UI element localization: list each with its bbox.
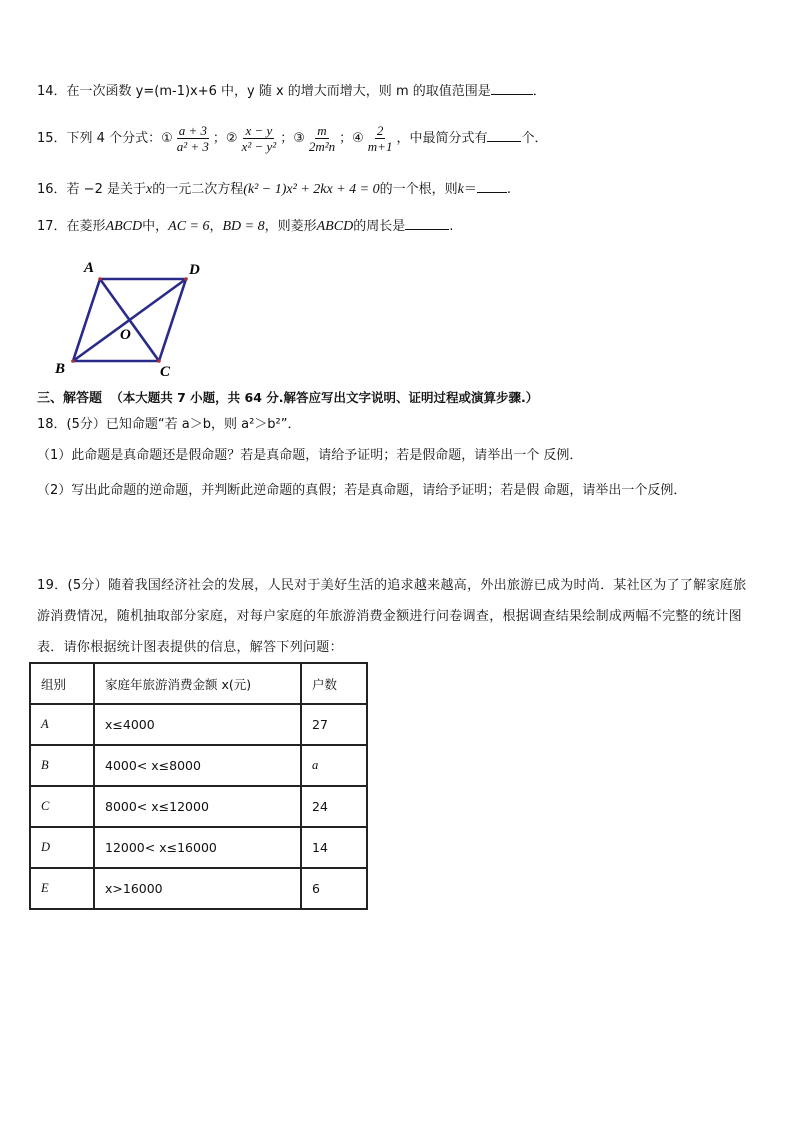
table-cell: B bbox=[30, 745, 94, 786]
question-number: 14． bbox=[37, 84, 67, 99]
option-marker: ；② bbox=[212, 131, 238, 146]
question-text: 的一元二次方程 bbox=[152, 182, 244, 197]
question-text: 在菱形 bbox=[66, 219, 106, 234]
table-header-row bbox=[30, 663, 367, 704]
question-text: 在一次函数 y=(m-1)x+6 中，y 随 x 的增大而增大，则 m 的取值范围是 bbox=[66, 84, 491, 99]
denominator: m+1 bbox=[367, 139, 393, 154]
numerator: a + 3 bbox=[178, 123, 207, 138]
table-cell: A bbox=[30, 704, 94, 745]
option-marker: ；④ bbox=[339, 131, 364, 146]
punctuation: 个． bbox=[521, 131, 548, 146]
question-number: 16． bbox=[37, 182, 67, 197]
table-row bbox=[30, 745, 367, 786]
header-group: 组别 bbox=[30, 663, 94, 704]
punctuation: . bbox=[449, 219, 454, 234]
question-text: 下列 4 个分式： bbox=[66, 131, 162, 146]
vertex-b bbox=[71, 359, 75, 363]
table-cell: 27 bbox=[301, 704, 367, 745]
fraction-1 bbox=[175, 123, 211, 154]
question-16 bbox=[37, 180, 511, 200]
question-17 bbox=[37, 217, 453, 237]
section-title: 三、解答题 bbox=[37, 391, 103, 406]
table-row bbox=[30, 786, 367, 827]
numerator: 2 bbox=[376, 123, 384, 138]
vertex-d bbox=[184, 277, 188, 281]
option-marker: ；③ bbox=[280, 131, 305, 146]
table-cell: 24 bbox=[301, 786, 367, 827]
table-cell: x≤4000 bbox=[94, 704, 301, 745]
answer-blank bbox=[487, 129, 521, 142]
vertex-c bbox=[157, 359, 161, 363]
label-a: A bbox=[84, 260, 95, 276]
answer-blank bbox=[477, 180, 507, 193]
question-number: 17． bbox=[37, 219, 67, 234]
section-heading bbox=[37, 388, 538, 409]
shape-name: ABCD bbox=[105, 219, 143, 234]
fraction-2 bbox=[240, 123, 279, 154]
table-cell: 8000< x≤12000 bbox=[94, 786, 301, 827]
fraction-4 bbox=[366, 123, 395, 154]
punctuation: ． bbox=[532, 84, 546, 99]
given-ac: AC = 6 bbox=[168, 219, 210, 234]
table-row bbox=[30, 827, 367, 868]
answer-blank bbox=[491, 82, 533, 95]
table-row bbox=[30, 868, 367, 909]
label-d: D bbox=[189, 262, 200, 278]
table-cell: D bbox=[30, 827, 94, 868]
question-text: 的周长是 bbox=[353, 219, 406, 234]
question-text: ，中最简分式有 bbox=[396, 131, 488, 146]
rhombus-figure bbox=[48, 255, 218, 377]
numerator: m bbox=[317, 123, 327, 138]
table-cell: 4000< x≤8000 bbox=[94, 745, 301, 786]
question-text: 若 −2 是关于 bbox=[66, 182, 146, 197]
diagonal-bd bbox=[73, 279, 186, 361]
punctuation: ， bbox=[209, 219, 223, 234]
denominator: a² + 3 bbox=[176, 139, 209, 154]
consumption-table bbox=[29, 662, 368, 910]
table-cell: 12000< x≤16000 bbox=[94, 827, 301, 868]
option-marker: ① bbox=[161, 131, 173, 146]
variable: x bbox=[145, 182, 153, 197]
vertex-a bbox=[98, 277, 102, 281]
table-cell: 14 bbox=[301, 827, 367, 868]
fraction-3 bbox=[307, 123, 337, 154]
question-14 bbox=[37, 82, 546, 102]
equation: (k² − 1)x² + 2kx + 4 = 0 bbox=[243, 182, 380, 197]
given-bd: BD = 8 bbox=[222, 219, 265, 234]
label-c: C bbox=[160, 364, 171, 377]
equals-sign: ＝ bbox=[463, 182, 477, 197]
table-cell: C bbox=[30, 786, 94, 827]
question-text: 中， bbox=[142, 219, 169, 234]
denominator: 2m²n bbox=[308, 139, 336, 154]
label-o: O bbox=[120, 327, 131, 343]
question-19-text: 19．(5分）随着我国经济社会的发展，人民对于美好生活的追求越来越高，外出旅游已成为时尚．某社区为了了解家庭旅游消费情况，随机抽取部分家庭，对每户家庭的年旅游消费金额进行问卷调查，根据调查结果绘制成两幅不完整的统计图表．请你根据统计图表提供的信息，解答下列问题： bbox=[37, 578, 747, 655]
question-15 bbox=[37, 122, 548, 156]
header-amount: 家庭年旅游消费金额 x(元) bbox=[94, 663, 301, 704]
section-note: （本大题共 7 小题，共 64 分.解答应写出文字说明、证明过程或演算步骤.） bbox=[110, 390, 539, 405]
question-18-head: 18．(5分）已知命题“若 a＞b，则 a²＞b²”． bbox=[37, 417, 301, 432]
question-18-part-1: （1）此命题是真命题还是假命题？若是真命题，请给予证明；若是假命题，请举出一个 反例． bbox=[37, 448, 583, 463]
header-households: 户数 bbox=[301, 663, 367, 704]
label-b: B bbox=[55, 361, 66, 377]
question-18-part-2: （2）写出此命题的逆命题，并判断此逆命题的真假；若是真命题，请给予证明；若是假 命题，请举出一个反例． bbox=[37, 483, 687, 498]
numerator: x − y bbox=[245, 123, 273, 138]
question-text: ，则菱形 bbox=[264, 219, 317, 234]
variable: k bbox=[457, 182, 464, 197]
shape-name: ABCD bbox=[316, 219, 354, 234]
question-text: 的一个根，则 bbox=[379, 182, 458, 197]
table-cell: x>16000 bbox=[94, 868, 301, 909]
punctuation: . bbox=[506, 182, 511, 197]
table-cell: E bbox=[30, 868, 94, 909]
question-number: 15． bbox=[37, 131, 67, 146]
table-cell: a bbox=[301, 745, 367, 786]
answer-blank bbox=[405, 217, 449, 230]
denominator: x² − y² bbox=[241, 139, 277, 154]
table-cell: 6 bbox=[301, 868, 367, 909]
table-row bbox=[30, 704, 367, 745]
